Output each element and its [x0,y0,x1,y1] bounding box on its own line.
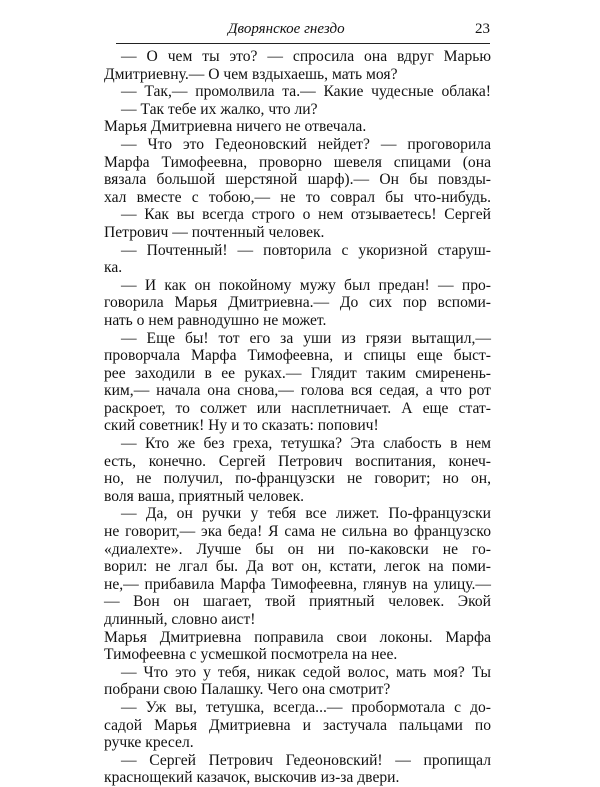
text-line: длинный, словно аист! [104,611,256,628]
text-line: хал вместе с тобою,— не то соврал бы что-нибудь. [104,188,491,206]
text-line: ручке кресел. [104,734,194,752]
text-line: не,— прибавила Марфа Тимофеевна, глянув на улицу.— [104,575,491,593]
text-line: Марья Дмитриевна ничего не отвечала. [104,118,367,136]
running-title: Дворянское гнездо [228,21,345,37]
text-line: воля ваша, приятный человек. [104,487,305,505]
header-rule [116,43,490,44]
text-line: — И как он покойному мужу был предан! — про- [121,276,491,294]
text-line: говорила Марья Дмитриевна.— До сих пор вспоми- [104,294,491,312]
text-line: проворчала Марфа Тимофеевна, и спицы еще быст- [104,347,491,365]
text-line: Марья Дмитриевна поправила свои локоны. Марфа [104,628,491,646]
text-line: Марфа Тимофеевна, проворно шевеля спицами (она [104,153,491,171]
text-line: нать о нем равнодушно не может. [104,311,327,329]
text-line: ким,— начала она снова,— голова вся седая, а что рот [104,382,491,400]
text-line: — Что это у тебя, никак седой волос, мать моя? Ты [121,663,491,681]
text-line: раскроет, то солжет или насплетничает. А еще стат- [104,399,491,417]
text-line: рее заходили в ее руках.— Глядит таким смиренень- [104,364,491,382]
text-line: ский советник! Ну и то сказать: попович! [104,417,379,435]
text-line: — Почтенный! — повторила с укоризной старуш- [121,241,491,259]
text-line: есть, конечно. Сергей Петрович воспитания, конеч- [104,452,491,470]
text-line: Тимофеевна с усмешкой посмотрела на нее. [104,646,398,664]
text-line: Дмитриевну.— О чем вздыхаешь, мать моя? [104,65,398,83]
text-line: не говорит,— эка беда! Я сама не сильна во французско [104,523,491,541]
text-line: «диалехте». Лучше бы он ни по-каковски не го- [104,540,491,558]
text-line: — Как вы всегда строго о нем отзываетесь! Сергей [121,206,491,224]
text-line: побрани свою Палашку. Чего она смотрит? [104,681,391,699]
text-line: краснощекий казачок, выскочив из-за двери. [104,769,400,787]
text-line: ка. [104,259,123,277]
text-line: — Уж вы, тетушка, всегда...— пробормотала с до- [121,698,491,716]
text-line: садой Марья Дмитриевна и застучала пальцами по [104,716,491,734]
text-line: — Вон он шагает, твой приятный человек. Экой [104,593,491,611]
text-line: — Сергей Петрович Гедеоновский! — пропищал [121,751,491,769]
running-head [116,20,490,44]
body-text [104,48,491,787]
text-line: — О чем ты это? — спросила она вдруг Марью [121,48,491,65]
text-line: вязала большой шерстяной шарф).— Он бы повзды- [104,171,491,189]
page-number: 23 [475,21,490,37]
text-line: Петрович — почтенный человек. [104,223,325,241]
text-line: но, не получил, по-французски не говорит; но он, [104,470,491,488]
text-line: — Так тебе их жалко, что ли? [121,100,318,118]
text-line: — Кто же без греха, тетушка? Эта слабость в нем [121,435,491,453]
text-line: — Еще бы! тот его за уши из грязи вытащил,— [121,329,491,347]
text-line: — Что это Гедеоновский нейдет? — проговорила [121,135,491,153]
text-line: — Так,— промолвила та.— Какие чудесные облака! [121,83,491,101]
text-line: — Да, он ручки у тебя все лижет. По-французски [121,505,491,523]
text-line: ворил: не лгал бы. Да вот он, кстати, легок на поми- [104,558,491,576]
